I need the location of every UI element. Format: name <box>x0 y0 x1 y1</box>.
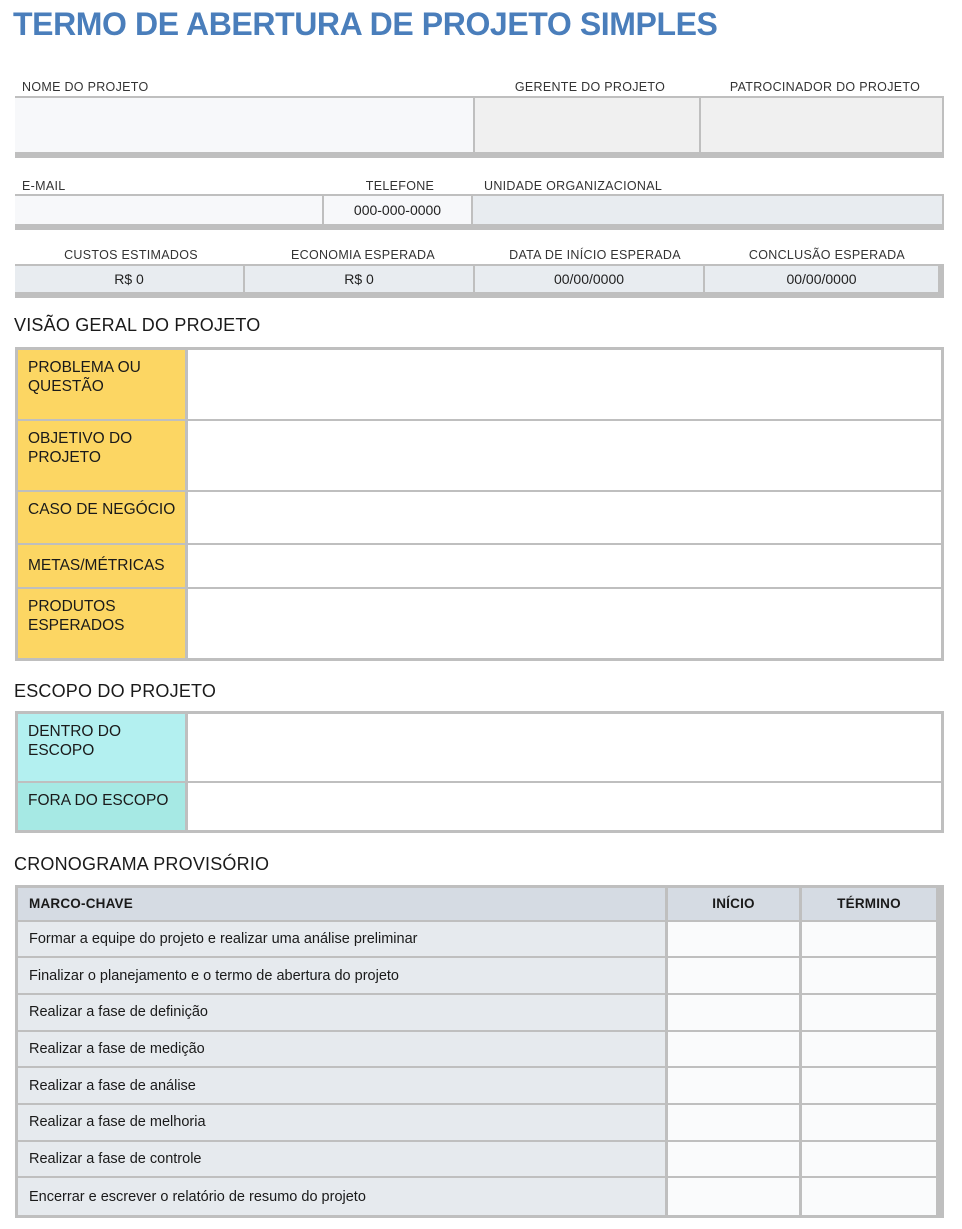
overview-table <box>15 347 944 661</box>
scope-table <box>15 711 944 833</box>
label-expected-completion-date: CONCLUSÃO ESPERADA <box>748 248 906 262</box>
table-row <box>18 1032 941 1069</box>
scope-label-out-of-scope: FORA DO ESCOPO <box>18 783 188 831</box>
table-row <box>18 350 941 421</box>
milestone-end-field[interactable] <box>802 1068 936 1103</box>
column-header-start: INÍCIO <box>668 888 802 920</box>
estimated-costs-field[interactable]: R$ 0 <box>15 266 245 292</box>
organizational-unit-field[interactable] <box>473 196 942 224</box>
milestone-name: Realizar a fase de medição <box>18 1032 668 1067</box>
table-row <box>18 589 941 658</box>
project-sponsor-field[interactable] <box>701 98 942 152</box>
overview-value-goals-metrics[interactable] <box>188 545 941 587</box>
label-project-sponsor: PATROCINADOR DO PROJETO <box>729 80 921 94</box>
column-header-milestone: MARCO-CHAVE <box>18 888 668 920</box>
overview-value-business-case[interactable] <box>188 492 941 542</box>
label-expected-start-date: DATA DE INÍCIO ESPERADA <box>509 248 681 262</box>
milestone-name: Finalizar o planejamento e o termo de abertura do projeto <box>18 958 668 993</box>
milestone-start-field[interactable] <box>668 958 802 993</box>
label-project-manager: GERENTE DO PROJETO <box>514 80 666 94</box>
table-row <box>18 1142 941 1179</box>
milestone-end-field[interactable] <box>802 1032 936 1067</box>
label-email: E-MAIL <box>22 179 66 193</box>
table-row <box>18 492 941 544</box>
header-row-1 <box>15 96 944 158</box>
overview-label-business-case: CASO DE NEGÓCIO <box>18 492 188 542</box>
overview-value-objective[interactable] <box>188 421 941 490</box>
email-field[interactable] <box>15 196 324 224</box>
milestone-name: Realizar a fase de controle <box>18 1142 668 1177</box>
milestone-start-field[interactable] <box>668 1105 802 1140</box>
milestone-end-field[interactable] <box>802 995 936 1030</box>
milestone-end-field[interactable] <box>802 1142 936 1177</box>
overview-label-problem: PROBLEMA OU QUESTÃO <box>18 350 188 419</box>
milestone-end-field[interactable] <box>802 1178 936 1215</box>
table-header-row <box>18 888 941 922</box>
milestone-name: Realizar a fase de melhoria <box>18 1105 668 1140</box>
overview-label-objective: OBJETIVO DO PROJETO <box>18 421 188 490</box>
scope-label-in-scope: DENTRO DO ESCOPO <box>18 714 188 781</box>
milestone-start-field[interactable] <box>668 995 802 1030</box>
milestone-start-field[interactable] <box>668 1032 802 1067</box>
table-row <box>18 783 941 831</box>
label-expected-savings: ECONOMIA ESPERADA <box>290 248 436 262</box>
expected-start-date-field[interactable]: 00/00/0000 <box>475 266 705 292</box>
table-row <box>18 1178 941 1215</box>
schedule-table <box>15 885 944 1218</box>
milestone-start-field[interactable] <box>668 1068 802 1103</box>
overview-label-deliverables: PRODUTOS ESPERADOS <box>18 589 188 658</box>
milestone-name: Encerrar e escrever o relatório de resumo do projeto <box>18 1178 668 1215</box>
phone-field[interactable]: 000-000-0000 <box>324 196 473 224</box>
milestone-end-field[interactable] <box>802 922 936 957</box>
milestone-name: Formar a equipe do projeto e realizar uma análise preliminar <box>18 922 668 957</box>
scope-value-out-of-scope[interactable] <box>188 783 941 831</box>
section-heading-overview: VISÃO GERAL DO PROJETO <box>14 315 261 335</box>
expected-savings-field[interactable]: R$ 0 <box>245 266 475 292</box>
column-header-end: TÉRMINO <box>802 888 936 920</box>
overview-value-problem[interactable] <box>188 350 941 419</box>
milestone-start-field[interactable] <box>668 1142 802 1177</box>
table-row <box>18 714 941 783</box>
overview-label-goals-metrics: METAS/MÉTRICAS <box>18 545 188 587</box>
milestone-end-field[interactable] <box>802 958 936 993</box>
table-row <box>18 958 941 995</box>
label-organizational-unit: UNIDADE ORGANIZACIONAL <box>484 179 663 193</box>
project-manager-field[interactable] <box>475 98 701 152</box>
table-row <box>18 995 941 1032</box>
table-row <box>18 922 941 959</box>
milestone-start-field[interactable] <box>668 1178 802 1215</box>
header-row-3 <box>15 264 944 298</box>
table-row <box>18 1105 941 1142</box>
milestone-end-field[interactable] <box>802 1105 936 1140</box>
overview-value-deliverables[interactable] <box>188 589 941 658</box>
label-estimated-costs: CUSTOS ESTIMADOS <box>64 248 198 262</box>
project-name-field[interactable] <box>15 98 475 152</box>
header-row-2 <box>15 194 944 230</box>
table-row <box>18 545 941 589</box>
milestone-name: Realizar a fase de definição <box>18 995 668 1030</box>
section-heading-scope: ESCOPO DO PROJETO <box>14 681 217 701</box>
table-row <box>18 421 941 492</box>
label-phone: TELEFONE <box>365 179 435 193</box>
milestone-name: Realizar a fase de análise <box>18 1068 668 1103</box>
label-project-name: NOME DO PROJETO <box>22 80 149 94</box>
expected-completion-date-field[interactable]: 00/00/0000 <box>705 266 938 292</box>
milestone-start-field[interactable] <box>668 922 802 957</box>
scope-value-in-scope[interactable] <box>188 714 941 781</box>
page-title: TERMO DE ABERTURA DE PROJETO SIMPLES <box>13 6 718 42</box>
section-heading-schedule: CRONOGRAMA PROVISÓRIO <box>14 854 270 874</box>
table-row <box>18 1068 941 1105</box>
